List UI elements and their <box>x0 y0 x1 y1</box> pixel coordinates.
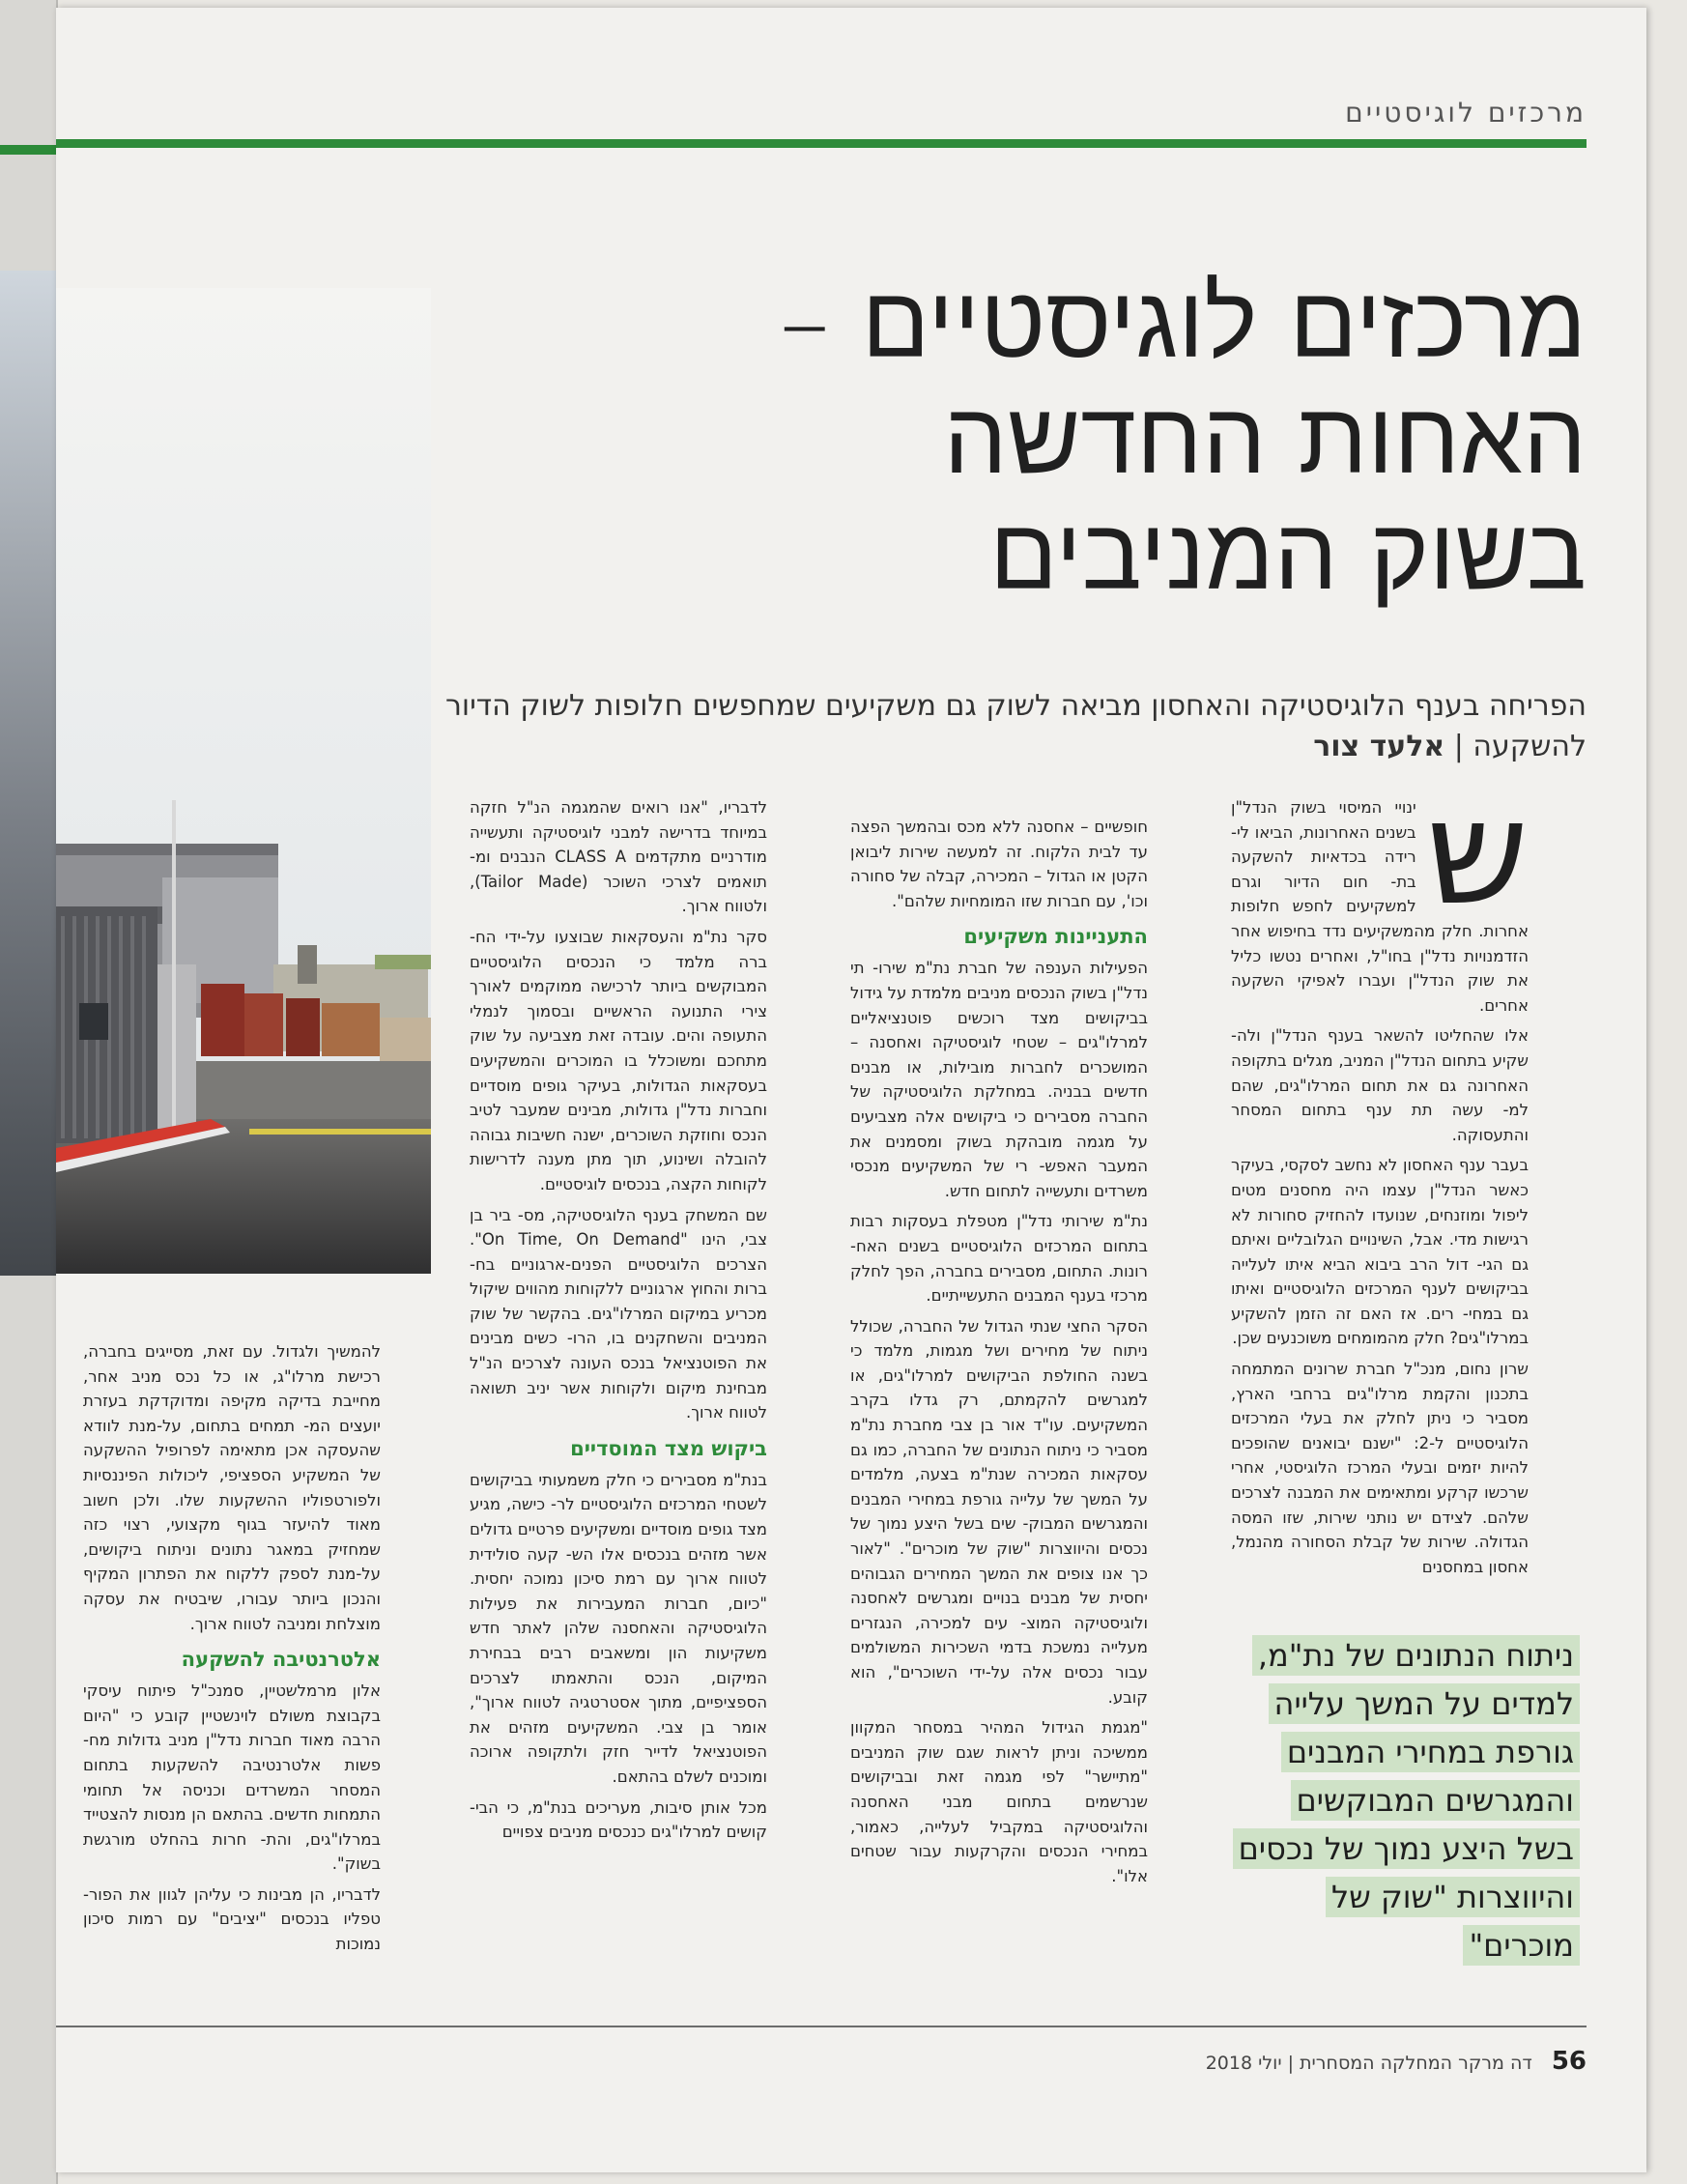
author-byline: אלעד צור <box>1313 730 1445 763</box>
drop-cap: ש <box>1425 795 1529 937</box>
header-rule <box>56 139 1587 148</box>
paragraph: בעבר ענף האחסון לא נחשב לסקסי, בעיקר כאשר הנדל"ן עצמו היה מחסנים מטים ליפול ומוזנחים, שנועדו להחזיק סחורות לא רגישות מדי. אבל, השינויים הגלובליים ואיתם גם הגי- דול הרב ביבוא הביא איתו לעלייה בביקושים לענף המרכזים הלוגיסטיים ואיתו גם במחי- רים. אז האם זה הזמן להשקיע במרלו"גים? חלק מהמומחים משוכנעים שכן. <box>1231 1156 1529 1348</box>
paragraph: חופשיים – אחסנה ללא מכס ובהמשך הפצה עד לבית הלקוח. זה למעשה שירות ליבואן הקטן או הגדול – המכירה, קבלה של סחורה וכו', עם חברות שזו המומחיות שלהם". <box>850 818 1148 910</box>
section-heading-investor-interest: התעניינות משקיעים <box>963 925 1148 949</box>
title-line-3: בשוק המניבים <box>989 495 1587 613</box>
pull-quote <box>1232 1631 1580 1969</box>
page-number: 56 <box>1551 2047 1587 2076</box>
article-column-2 <box>850 815 1148 1974</box>
footer-rule <box>56 2026 1587 2027</box>
paragraph: הסקר החצי שנתי הגדול של החברה, שכולל ניתוח של מחירים ושל מגמות, מלמד כי בשנה החולפת הביקושים למרלו"גים, או למגרשים להקמתם, רק גדלו בקרב המשקיעים. עו"ד אור בן צבי מחברת נת"מ מסביר כי ניתוח הנתונים של החברה, כמו גם עסקאות המכירה שנת"מ בצעה, מלמדים על המשך של עלייה גורפת במחירי המבנים והמגרשים המבוק- שים בשל היצע נמוך של נכסים והיווצרות "שוק של מוכרים". "לאור כך אנו צופים את המשך המחירים הגבוהים יחסית של מבנים בנויים ומגרשים לאחסנה ולוגיסטיקה המוצ- עים למכירה, הנגזרים מעלייה נמשכת בדמי השכירות המשולמים עבור נכסים אלה על-ידי השוכרים", הוא קובע. <box>850 1316 1148 1707</box>
paragraph: "מגמת הגידול המהיר במסחר המקוון ממשיכה וניתן לראות שגם שוק המניבים "מתיישר" לפי מגמה זאת ובביקושים שנרשמים בתחום מבני האחסנה והלוגיסטיקה במקביל לעלייה, כאמור, במחירי הנכסים והקרקעות עבור שטחים אלו". <box>850 1718 1148 1885</box>
paragraph: לדבריו, "אנו רואים שהמגמה הנ"ל חזקה במיוחד בדרישה למבני לוגיסטיקה ותעשייה מודרניים מתקדמים CLASS A הנבנים ומ- תואמים לצרכי השוכר (Tailor Made), ולטווח ארוך. <box>470 798 767 916</box>
paragraph: אלון מרמלשטיין, סמנכ"ל פיתוח עיסקי בקבוצת משולם לוינשטיין קובע כי "היום הרבה מאוד חברות נדל"ן מניב גדולות מח- פשות אלטרנטיבה להשקעות בתחום המסחר המשרדים וכניסה אל תחומי התמחות חדשים. בהתאם הן מנסות להצטייד במרלו"גים, והת- חרות בהחלט מורגשת בשוק". <box>83 1681 381 1874</box>
adjacent-page-photo <box>0 271 56 1276</box>
section-label: מרכזים לוגיסטיים <box>1345 97 1587 129</box>
paragraph: לדבריו, הן מבינות כי עליהן לגוון את הפור- טפליו בנכסים "יציבים" עם רמות סיכון נמוכות <box>83 1884 381 1954</box>
paragraph: הפעילות הענפה של חברת נת"מ שירו- תי נדל"ן בשוק הנכסים מניבים מלמדת על גידול בביקושים מצד רוכשים פוטנציאליים למרלו"גים – שטחי לוגיסטיקה ואחסנה – המושכרים לחברות מובילות, או מבנים חדשים בבניה. במחלקת הלוגיסטיקה של החברה מסבירים כי ביקושים אלה מצביעים על מגמה מובהקת בשוק ומסמנים את המעבר האפש- רי של המשקיעים מנכסי משרדים ותעשייה לתחום חדש. <box>850 959 1148 1200</box>
adjacent-page-rule <box>0 145 56 155</box>
pull-quote-text: ניתוח הנתונים של נת"מ, למדים על המשך עלייה גורפת במחירי המבנים והמגרשים המבוקשים בשל היצע נמוך של נכסים והיווצרות "שוק של מוכרים" <box>1233 1635 1580 1966</box>
page-footer <box>1206 2047 1587 2076</box>
paragraph: שרון נחום, מנכ"ל חברת שרונים המתמחה בתכנון והקמת מרלו"גים ברחבי הארץ, מסביר כי ניתן לחלק את בעלי המרכזים הלוגיסטיים ל-2: "ישנם יבואנים שהופכים להיות יזמים ובעלי המרכז הלוגיסטי, אחרי שרכשו קרקע ומתאימים את המבנה לצרכים שלהם. לצידם יש נותני שירות, שזו המסה הגדולה. שירות של קבלת הסחורה מהנמל, אחסון במחסנים <box>1231 1360 1529 1576</box>
logistics-center-photo <box>56 288 431 1274</box>
article-subtitle <box>398 686 1587 767</box>
title-line-2: האחות החדשה <box>943 379 1587 497</box>
paragraph: להמשיך ולגדול. עם זאת, מסייגים בחברה, רכישת מרלו"ג, או כל נכס מניב אחר, מחייבת בדיקה מקיפה ומדוקדקת בעזרת יועצים המ- תמחים בתחום, על-מנת לוודא שהעסקה אכן מתאימה לפרופיל ההשקעה של המשקיע הספציפי, ליכולות הפיננסיות ולפורטפוליו ההשקעות שלו. ולכן חשוב מאוד להיעזר בגוף מקצועי, רצוי כזה שמחזיק במאגר נתונים וניתוח ביקושים, על-מנת לספק ללקוח את הפתרון המקיף והנכון ביותר עבורו, שיבטיח את עסקה מוצלחת ומניבה לטווח ארוך. <box>83 1342 381 1633</box>
magazine-page <box>56 8 1646 2172</box>
paragraph: אלו שהחליטו להשאר בענף הנדל"ן ולה- שקיע בתחום הנדל"ן המניב, מגלים בתקופה האחרונה גם את תחום המרלו"גים, שהם למ- עשה תת ענף בתחום המסחר והתעסוקה. <box>1231 1026 1529 1144</box>
subtitle-text: הפריחה בענף הלוגיסטיקה והאחסון מביאה לשוק גם משקיעים שמחפשים חלופות לשוק הדיור להשקעה | <box>444 689 1587 763</box>
warehouse-photo-illustration <box>56 288 431 1274</box>
paragraph: נת"מ שירותי נדל"ן מטפלת בעסקות רבות בתחום המרכזים הלוגיסטיים בשנים האח- רונות. התחום, מסבירים בחברה, הפך לחלק מרכזי בענף המבנים התעשייתיים. <box>850 1212 1148 1306</box>
paragraph: מכל אותן סיבות, מעריכים בנת"מ, כי הבי- קושים למרלו"גים כנכסים מניבים צפויים <box>470 1797 767 1842</box>
adjacent-page-edge <box>0 0 58 2184</box>
section-heading-investment-alternative: אלטרנטיבה להשקעה <box>181 1648 381 1672</box>
article-title <box>601 264 1587 612</box>
paragraph: בנת"מ מסבירים כי חלק משמעותי בביקושים לשטחי המרכזים הלוגיסטיים לר- כישה, מגיע מצד גופים מוסדיים ומשקיעים פרטיים גדולים אשר מזהים בנכסים אלו הש- קעה סולידית לטווח ארוך עם רמת סיכון נמוכה יחסית. "כיום, חברות המעבירות את פעילות הלוגיסטיקה והאחסנה שלהן לאתר חדש משקיעות הון ומשאבים רבים בבחירת המיקום, הנכס והתאמתו לצרכים הספציפיים, מתוך אסטרטגיה לטווח ארוך", אומר בן צבי. המשקיעים מזהים את הפוטנציאל לדייר חזק ולתקופה ארוכה ומוכנים לשלם בהתאם. <box>470 1470 767 1786</box>
title-line-1: מרכזים לוגיסטיים – <box>779 263 1587 381</box>
footer-publication: דה מרקר המחלקה המסחרית | יולי 2018 <box>1205 2053 1532 2074</box>
paragraph: שם המשחק בענף הלוגיסטיקה, מס- ביר בן צבי, הינו "On Time, On Demand". הצרכים הלוגיסטיים הפנים-ארגוניים בח- ברות והחוץ ארגוניים ללקוחות מהווים שיקול מכריע במיקום המרלו"גים. בהקשר של שוק המניבים והשחקנים בו, הרו- כשים מבינים את הפוטנציאל בנכס העונה לצרכים הנ"ל מבחינת מיקום ולקוחות אשר יניב תשואה לטווח ארוך. <box>470 1205 767 1422</box>
paragraph: סקר נת"מ והעסקאות שבוצעו על-ידי הח- ברה מלמד כי הנכסים הלוגיסטיים המבוקשים ביותר לרכישה ממוקמים לאורך צירי התנועה הראשיים ובסמוך לנמלי התעופה והים. עובדה זאת מצביעה על שוק מתחכם ומשוכלל בו המוכרים והמשקיעים בעסקאות הגדולות, בעיקר גופים מוסדיים וחברות נדל"ן גדולות, מבינים שמעבר לטיב הנכס וחוזקת השוכרים, ישנה חשיבות גבוהה להובלה ושינוע, תוך מתן מענה לדרישות לקוחות הקצה, בנכסים לוגיסטיים. <box>470 927 767 1193</box>
article-column-3 <box>470 795 767 1974</box>
article-column-4 <box>83 1339 381 1958</box>
section-heading-institutional-demand: ביקוש מצד המוסדיים <box>570 1436 767 1460</box>
paragraph: ינויי המיסוי בשוק הנדל"ן בשנים האחרונות, הביאו לי- רידה בכדאיות להשקעה בת- חום הדיור וגרם למשקיעים לחפש חלופות אחרות. חלק מהמשקיעים נדד בחיפוש אחר הזדמנויות נדל"ן בחו"ל, ואחרים נטשו כליל את שוק הנדל"ן ועברו לאפיקי השקעה אחרים. <box>1231 798 1529 1015</box>
